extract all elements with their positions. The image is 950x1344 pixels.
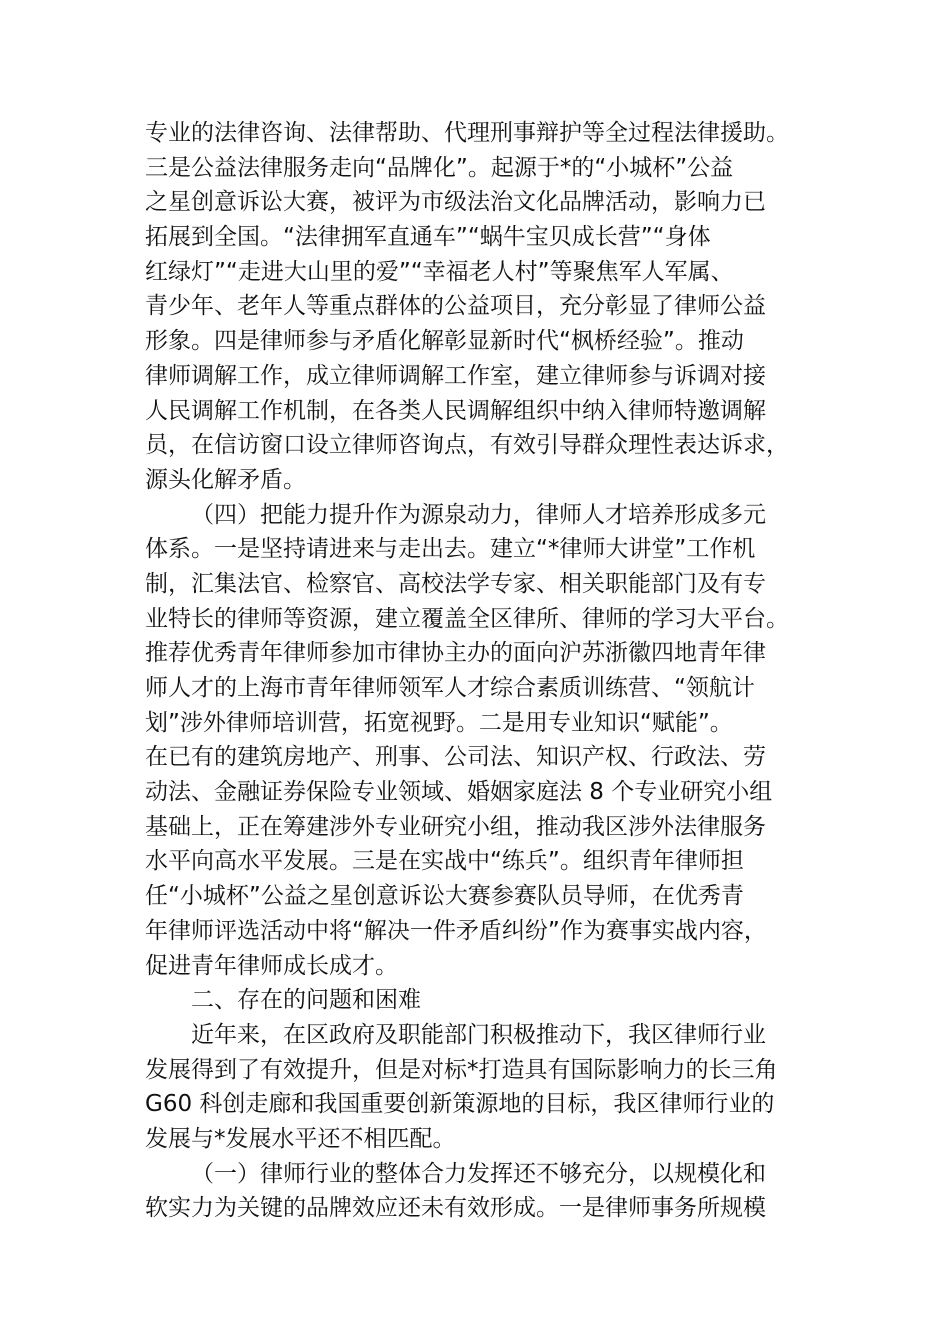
text-line: 形象。四是律师参与矛盾化解彰显新时代“枫桥经验”。推动: [145, 328, 744, 355]
text-line: 人民调解工作机制，在各类人民调解组织中纳入律师特邀调解: [145, 397, 766, 424]
body-text: [145, 116, 825, 1226]
text-line: 专业的法律咨询、法律帮助、代理刑事辩护等全过程法律援助。: [145, 120, 789, 146]
text-line: 在已有的建筑房地产、刑事、公司法、知识产权、行政法、劳: [145, 744, 766, 771]
paragraph-start-line: （一）律师行业的整体合力发挥还不够充分，以规模化和: [191, 1160, 766, 1187]
text-line: 发展得到了有效提升，但是对标*打造具有国际影响力的长三角: [145, 1056, 778, 1083]
text-line: 划”涉外律师培训营，拓宽视野。二是用专业知识“赋能”。: [145, 709, 733, 736]
text-line: 红绿灯”“走进大山里的爱”“幸福老人村”等聚焦军人军属、: [145, 258, 734, 285]
text-line: 基础上，正在筹建涉外专业研究小组，推动我区涉外法律服务: [145, 813, 766, 840]
text-line: G60 科创走廊和我国重要创新策源地的目标，我区律师行业的: [145, 1091, 775, 1118]
text-line: 之星创意诉讼大赛，被评为市级法治文化品牌活动，影响力已: [145, 189, 766, 216]
text-line: 推荐优秀青年律师参加市律协主办的面向沪苏浙徽四地青年律: [145, 640, 766, 667]
text-line: 三是公益法律服务走向“品牌化”。起源于*的“小城杯”公益: [145, 154, 734, 181]
text-line: 体系。一是坚持请进来与走出去。建立“*律师大讲堂”工作机: [145, 536, 756, 563]
text-line: 年律师评选活动中将“解决一件矛盾纠纷”作为赛事实战内容，: [145, 917, 767, 944]
section-heading: 二、存在的问题和困难: [191, 987, 421, 1014]
text-line: 青少年、老年人等重点群体的公益项目，充分彰显了律师公益: [145, 293, 766, 320]
paragraph-start-line: （四）把能力提升作为源泉动力，律师人才培养形成多元: [191, 501, 766, 528]
text-line: 任“小城杯”公益之星创意诉讼大赛参赛队员导师，在优秀青: [145, 883, 744, 910]
text-line: 员，在信访窗口设立律师咨询点，有效引导群众理性表达诉求，: [145, 432, 789, 459]
text-line: 水平向高水平发展。三是在实战中“练兵”。组织青年律师担: [145, 848, 744, 875]
paragraph-start-line: 近年来，在区政府及职能部门积极推动下，我区律师行业: [191, 1021, 766, 1048]
text-line: 拓展到全国。“法律拥军直通车”“蜗牛宝贝成长营”“身体: [145, 224, 711, 251]
text-line: 制，汇集法官、检察官、高校法学专家、相关职能部门及有专: [145, 570, 766, 597]
text-line: 软实力为关键的品牌效应还未有效形成。一是律师事务所规模: [145, 1195, 766, 1222]
text-line: 发展与*发展水平还不相匹配。: [145, 1125, 456, 1152]
text-line: 促进青年律师成长成才。: [145, 952, 398, 979]
text-line: 师人才的上海市青年律师领军人才综合素质训练营、“领航计: [145, 675, 755, 701]
text-line: 业特长的律师等资源，建立覆盖全区律所、律师的学习大平台。: [145, 605, 789, 632]
text-line: 源头化解矛盾。: [145, 466, 306, 493]
text-line: 动法、金融证券保险专业领域、婚姻家庭法 8 个专业研究小组: [145, 779, 773, 806]
text-line: 律师调解工作，成立律师调解工作室，建立律师参与诉调对接: [145, 362, 766, 389]
